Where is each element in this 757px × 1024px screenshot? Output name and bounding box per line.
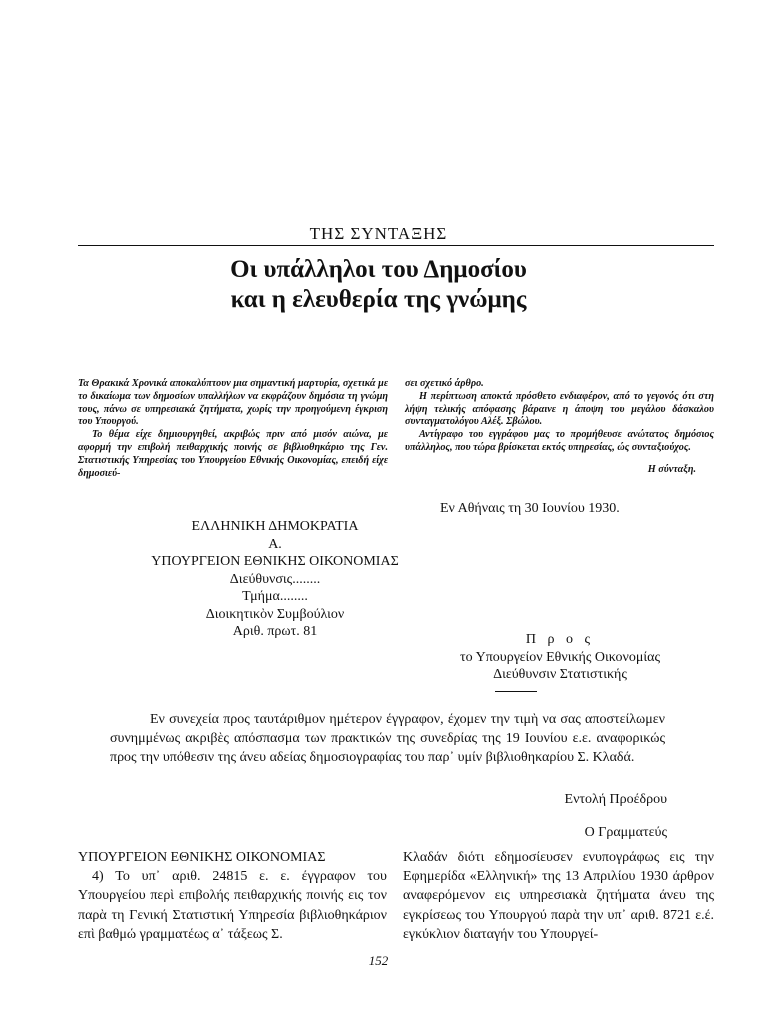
- letterhead-line: Διεύθυνσις........: [229, 571, 321, 587]
- letter-body: Εν συνεχεία προς ταυτάριθμον ημέτερον έγγραφον, έχομεν την τιμὴ να σας αποστείλωμεν συνημμένως ακριβὲς απόσπασμα των πρακτικών της συνεδρίας της 19 Ιουνίου ε.ε. αναφορικώς προς την υπόθεσιν της άνευ αδείας δημοσιογραφίας του παρ᾽ υμίν βιβλιοθηκαρίου Σ. Κλαδά.: [110, 712, 665, 765]
- order-line: Εντολή Προέδρου: [564, 792, 667, 807]
- editorial-signature: Η σύνταξη.: [647, 463, 696, 475]
- recipient-line: Π ρ ο ς: [525, 632, 595, 647]
- page-number: 152: [368, 953, 389, 968]
- article-title: [0, 255, 757, 315]
- minutes-column-left: [78, 848, 387, 944]
- minutes-paragraph: 4) Το υπ᾽ αριθ. 24815 ε. ε. έγγραφον του Υπουργείου περὶ επιβολής πειθαρχικής ποινής εις τον παρὰ τη Γενική Στατιστική Υπηρεσία βιβλιοθηκάριον επὶ βαθμώ γραμματέως α᾽ τάξεως Σ.: [78, 869, 387, 942]
- intro-paragraph: Το θέμα είχε δημιουργηθεί, ακριβώς πριν από μισόν αιώνα, με αφορμή την επιβολή πειθαρχικής ποινής σε βιβλιοθηκάριο της Γεν. Στατιστικής Υπηρεσίας του Υπουργείου Εθνικής Οικονομίας, επειδή είχε δημοσιεύ-: [78, 429, 388, 479]
- title-line-1: Οι υπάλληλοι του Δημοσίου: [230, 256, 527, 283]
- secretary-line: Ο Γραμματεύς: [584, 825, 667, 840]
- recipient-block: [390, 631, 730, 684]
- intro-paragraph: σει σχετικό άρθρο.: [405, 378, 484, 389]
- minutes-column-right: Κλαδάν διότι εδημοσίευσεν ενυπογράφως εις την Εφημερίδα «Ελληνική» της 13 Απριλίου 1930 άρθρον αναφερόμενον εις υπηρεσιακὰ ζητήματα άνευ της εγκρίσεως του Υπουργού παρὰ την υπ᾽ αριθ. 8721 ε.έ. εγκύκλιον διαταγήν του Υπουργεί-: [403, 850, 714, 942]
- letterhead-line: ΥΠΟΥΡΓΕΙΟΝ ΕΘΝΙΚΗΣ ΟΙΚΟΝΟΜΙΑΣ: [151, 554, 399, 569]
- letterhead-line: Α.: [268, 536, 282, 552]
- intro-column-right: [405, 378, 714, 477]
- minutes-heading: ΥΠΟΥΡΓΕΙΟΝ ΕΘΝΙΚΗΣ ΟΙΚΟΝΟΜΙΑΣ: [78, 850, 326, 865]
- section-label: ΤΗΣ ΣΥΝΤΑΞΗΣ: [309, 224, 448, 243]
- header-rule: [78, 245, 714, 246]
- letterhead-line: ΕΛΛΗΝΙΚΗ ΔΗΜΟΚΡΑΤΙΑ: [191, 519, 359, 534]
- intro-paragraph: Η περίπτωση αποκτά πρόσθετο ενδιαφέρον, από το γεγονός ότι στη λήψη τελικής απόφασης βάραινε η άποψη του μεγάλου δάσκαλου συνταγματολόγου Αλέξ. Σβώλου.: [405, 390, 714, 428]
- letterhead-line: Διοικητικὸν Συμβούλιον: [205, 606, 345, 622]
- recipient-line: Διεύθυνσιν Στατιστικής: [493, 667, 627, 682]
- separator-rule: [495, 691, 537, 692]
- recipient-line: το Υπουργείον Εθνικής Οικονομίας: [459, 649, 660, 665]
- intro-column-left: [78, 378, 388, 480]
- title-line-2: και η ελευθερία της γνώμης: [230, 286, 527, 313]
- letterhead-line: Τμήμα........: [242, 589, 308, 604]
- intro-paragraph: Αντίγραφο του εγγράφου μας το προμήθευσε ανώτατος δημόσιος υπάλληλος, που τώρα βρίσκεται εκτός υπηρεσίας, ώς συνταξιούχος.: [405, 429, 714, 453]
- intro-paragraph: Τα Θρακικά Χρονικά αποκαλύπτουν μια σημαντική μαρτυρία, σχετικά με το δικαίωμα των δημοσίων υπαλλήλων να εκφράζουν δημόσια τη γνώμη τους, πάνω σε υπηρεσιακά ζητήματα, χωρίς την προηγούμενη έγκριση του Υπουργού.: [78, 378, 388, 428]
- letterhead: [110, 518, 440, 641]
- letterhead-line: Αριθ. πρωτ. 81: [232, 624, 318, 639]
- document-date: Εν Αθήναις τη 30 Ιουνίου 1930.: [440, 501, 620, 516]
